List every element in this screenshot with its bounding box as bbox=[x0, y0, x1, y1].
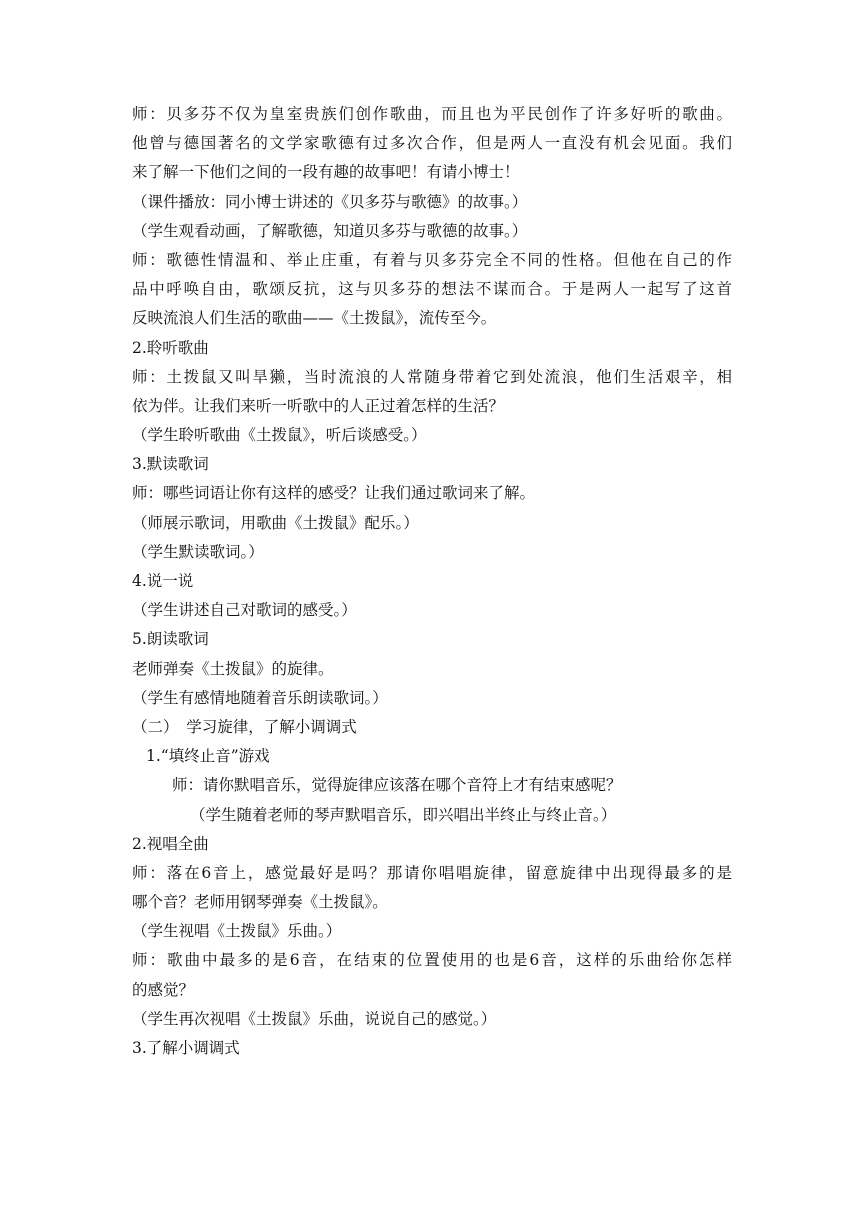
section-heading: 3.默读歌词 bbox=[132, 455, 209, 474]
paragraph-line: （学生随着老师的琴声默唱音乐，即兴唱出半终止与终止音。） bbox=[190, 805, 617, 824]
section-heading: 4.说一说 bbox=[132, 572, 194, 590]
paragraph-line: 的感觉？ bbox=[132, 980, 195, 999]
section-heading: 3.了解小调调式 bbox=[132, 1039, 240, 1057]
paragraph-line: （学生视唱《土拨鼠》乐曲。） bbox=[132, 922, 342, 941]
paragraph-line: 来了解一下他们之间的一段有趣的故事吧！有请小博士！ bbox=[132, 163, 520, 182]
section-heading: 1.“填终止音”游戏 bbox=[146, 747, 270, 766]
section-heading: （二） 学习旋律，了解小调调式 bbox=[132, 717, 357, 736]
paragraph-line: 师：歌曲中最多的是6音，在结束的位置使用的也是6音，这样的乐曲给你怎样 bbox=[132, 951, 732, 970]
paragraph-line: 依为伴。让我们来听一听歌中的人正过着怎样的生活？ bbox=[132, 396, 505, 415]
paragraph-line: 师：贝多芬不仅为皇室贵族们创作歌曲，而且也为平民创作了许多好听的歌曲。 bbox=[132, 105, 732, 123]
paragraph-line: （学生再次视唱《土拨鼠》乐曲，说说自己的感觉。） bbox=[132, 1009, 497, 1028]
paragraph-line: 师：歌德性情温和、举止庄重，有着与贝多芬完全不同的性格。但他在自己的作 bbox=[132, 250, 732, 269]
paragraph-line: （课件播放：同小博士讲述的《贝多芬与歌德》的故事。） bbox=[132, 192, 528, 211]
paragraph-line: 品中呼唤自由，歌颂反抗，这与贝多芬的想法不谋而合。于是两人一起写了这首 bbox=[132, 280, 732, 299]
paragraph-line: （学生有感情地随着音乐朗读歌词。） bbox=[132, 688, 388, 707]
paragraph-line: 师：哪些词语让你有这样的感受？让我们通过歌词来了解。 bbox=[132, 484, 536, 503]
paragraph-line: （学生讲述自己对歌词的感受。） bbox=[132, 601, 357, 620]
paragraph-line: 师：土拨鼠又叫旱獭，当时流浪的人常随身带着它到处流浪，他们生活艰辛，相 bbox=[132, 367, 732, 386]
paragraph-line: （学生聆听歌曲《土拨鼠》，听后谈感受。） bbox=[132, 426, 427, 445]
paragraph-line: （学生观看动画，了解歌德，知道贝多芬与歌德的故事。） bbox=[132, 221, 528, 240]
paragraph-line: 师：请你默唱音乐，觉得旋律应该落在哪个音符上才有结束感呢？ bbox=[172, 776, 622, 795]
paragraph-line: 他曾与德国著名的文学家歌德有过多次合作，但是两人一直没有机会见面。我们 bbox=[132, 134, 732, 153]
paragraph-line: 师：落在6音上，感觉最好是吗？那请你唱唱旋律，留意旋律中出现得最多的是 bbox=[132, 863, 732, 882]
paragraph-line: 哪个音？老师用钢琴弹奏《土拨鼠》。 bbox=[132, 893, 388, 912]
paragraph-line: （学生默读歌词。） bbox=[132, 542, 264, 561]
section-heading: 2.视唱全曲 bbox=[132, 834, 209, 853]
paragraph-line: （师展示歌词，用歌曲《土拨鼠》配乐。） bbox=[132, 513, 419, 532]
paragraph-line: 老师弹奏《土拨鼠》的旋律。 bbox=[132, 659, 334, 678]
document-body bbox=[132, 100, 732, 1063]
section-heading: 5.朗读歌词 bbox=[132, 630, 209, 649]
section-heading: 2.聆听歌曲 bbox=[132, 338, 209, 357]
paragraph-line: 反映流浪人们生活的歌曲——《土拨鼠》，流传至今。 bbox=[132, 309, 497, 328]
